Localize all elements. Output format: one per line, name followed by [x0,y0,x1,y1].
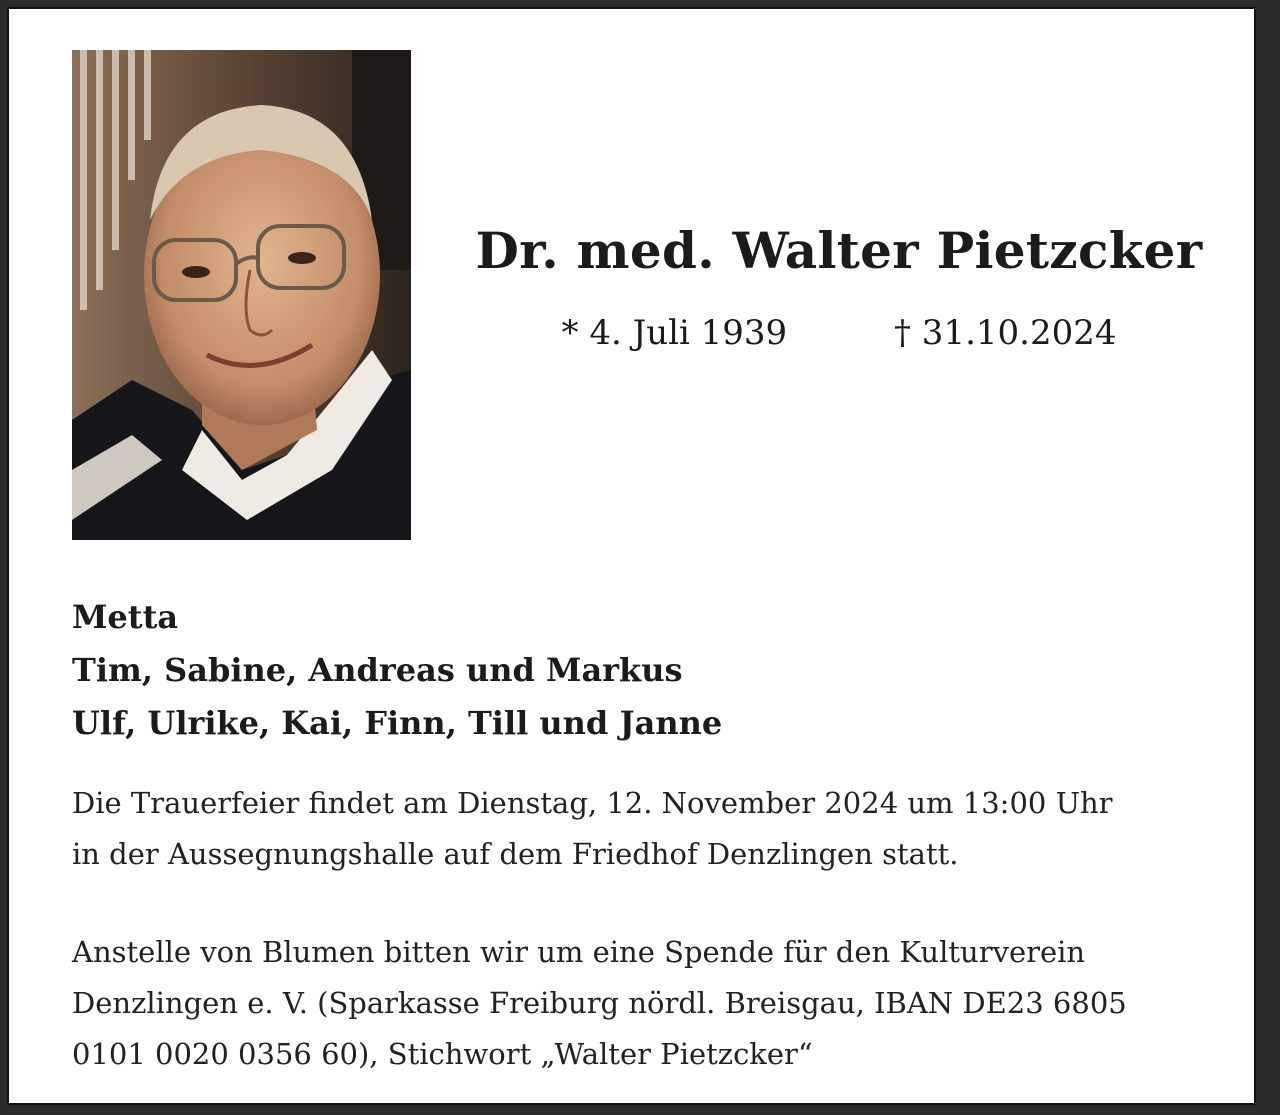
donation-line: Anstelle von Blumen bitten wir um eine Spende für den Kulturverein [72,935,1086,969]
donation-line: 0101 0020 0356 60), Stichwort „Walter Pietzcker“ [72,1037,813,1071]
mourner-line: Tim, Sabine, Andreas und Markus [72,651,683,689]
mourner-line: Metta [72,598,179,636]
ceremony-line: Die Trauerfeier findet am Dienstag, 12. November 2024 um 13:00 Uhr [72,786,1113,820]
obituary-notice [7,7,1256,1105]
mourners-list [72,591,722,750]
donation-request-text [72,927,1192,1080]
portrait-photo [72,50,411,540]
funeral-ceremony-text [72,778,1192,880]
mourner-line: Ulf, Ulrike, Kai, Finn, Till und Janne [72,704,723,742]
birth-date: * 4. Juli 1939 [561,313,788,353]
life-dates [449,313,1229,353]
donation-line: Denzlingen e. V. (Sparkasse Freiburg nördl. Breisgau, IBAN DE23 6805 [72,986,1127,1020]
deceased-name: Dr. med. Walter Pietzcker [475,221,1203,280]
death-date: † 31.10.2024 [894,313,1117,353]
ceremony-line: in der Aussegnungshalle auf dem Friedhof Denzlingen statt. [72,837,959,871]
